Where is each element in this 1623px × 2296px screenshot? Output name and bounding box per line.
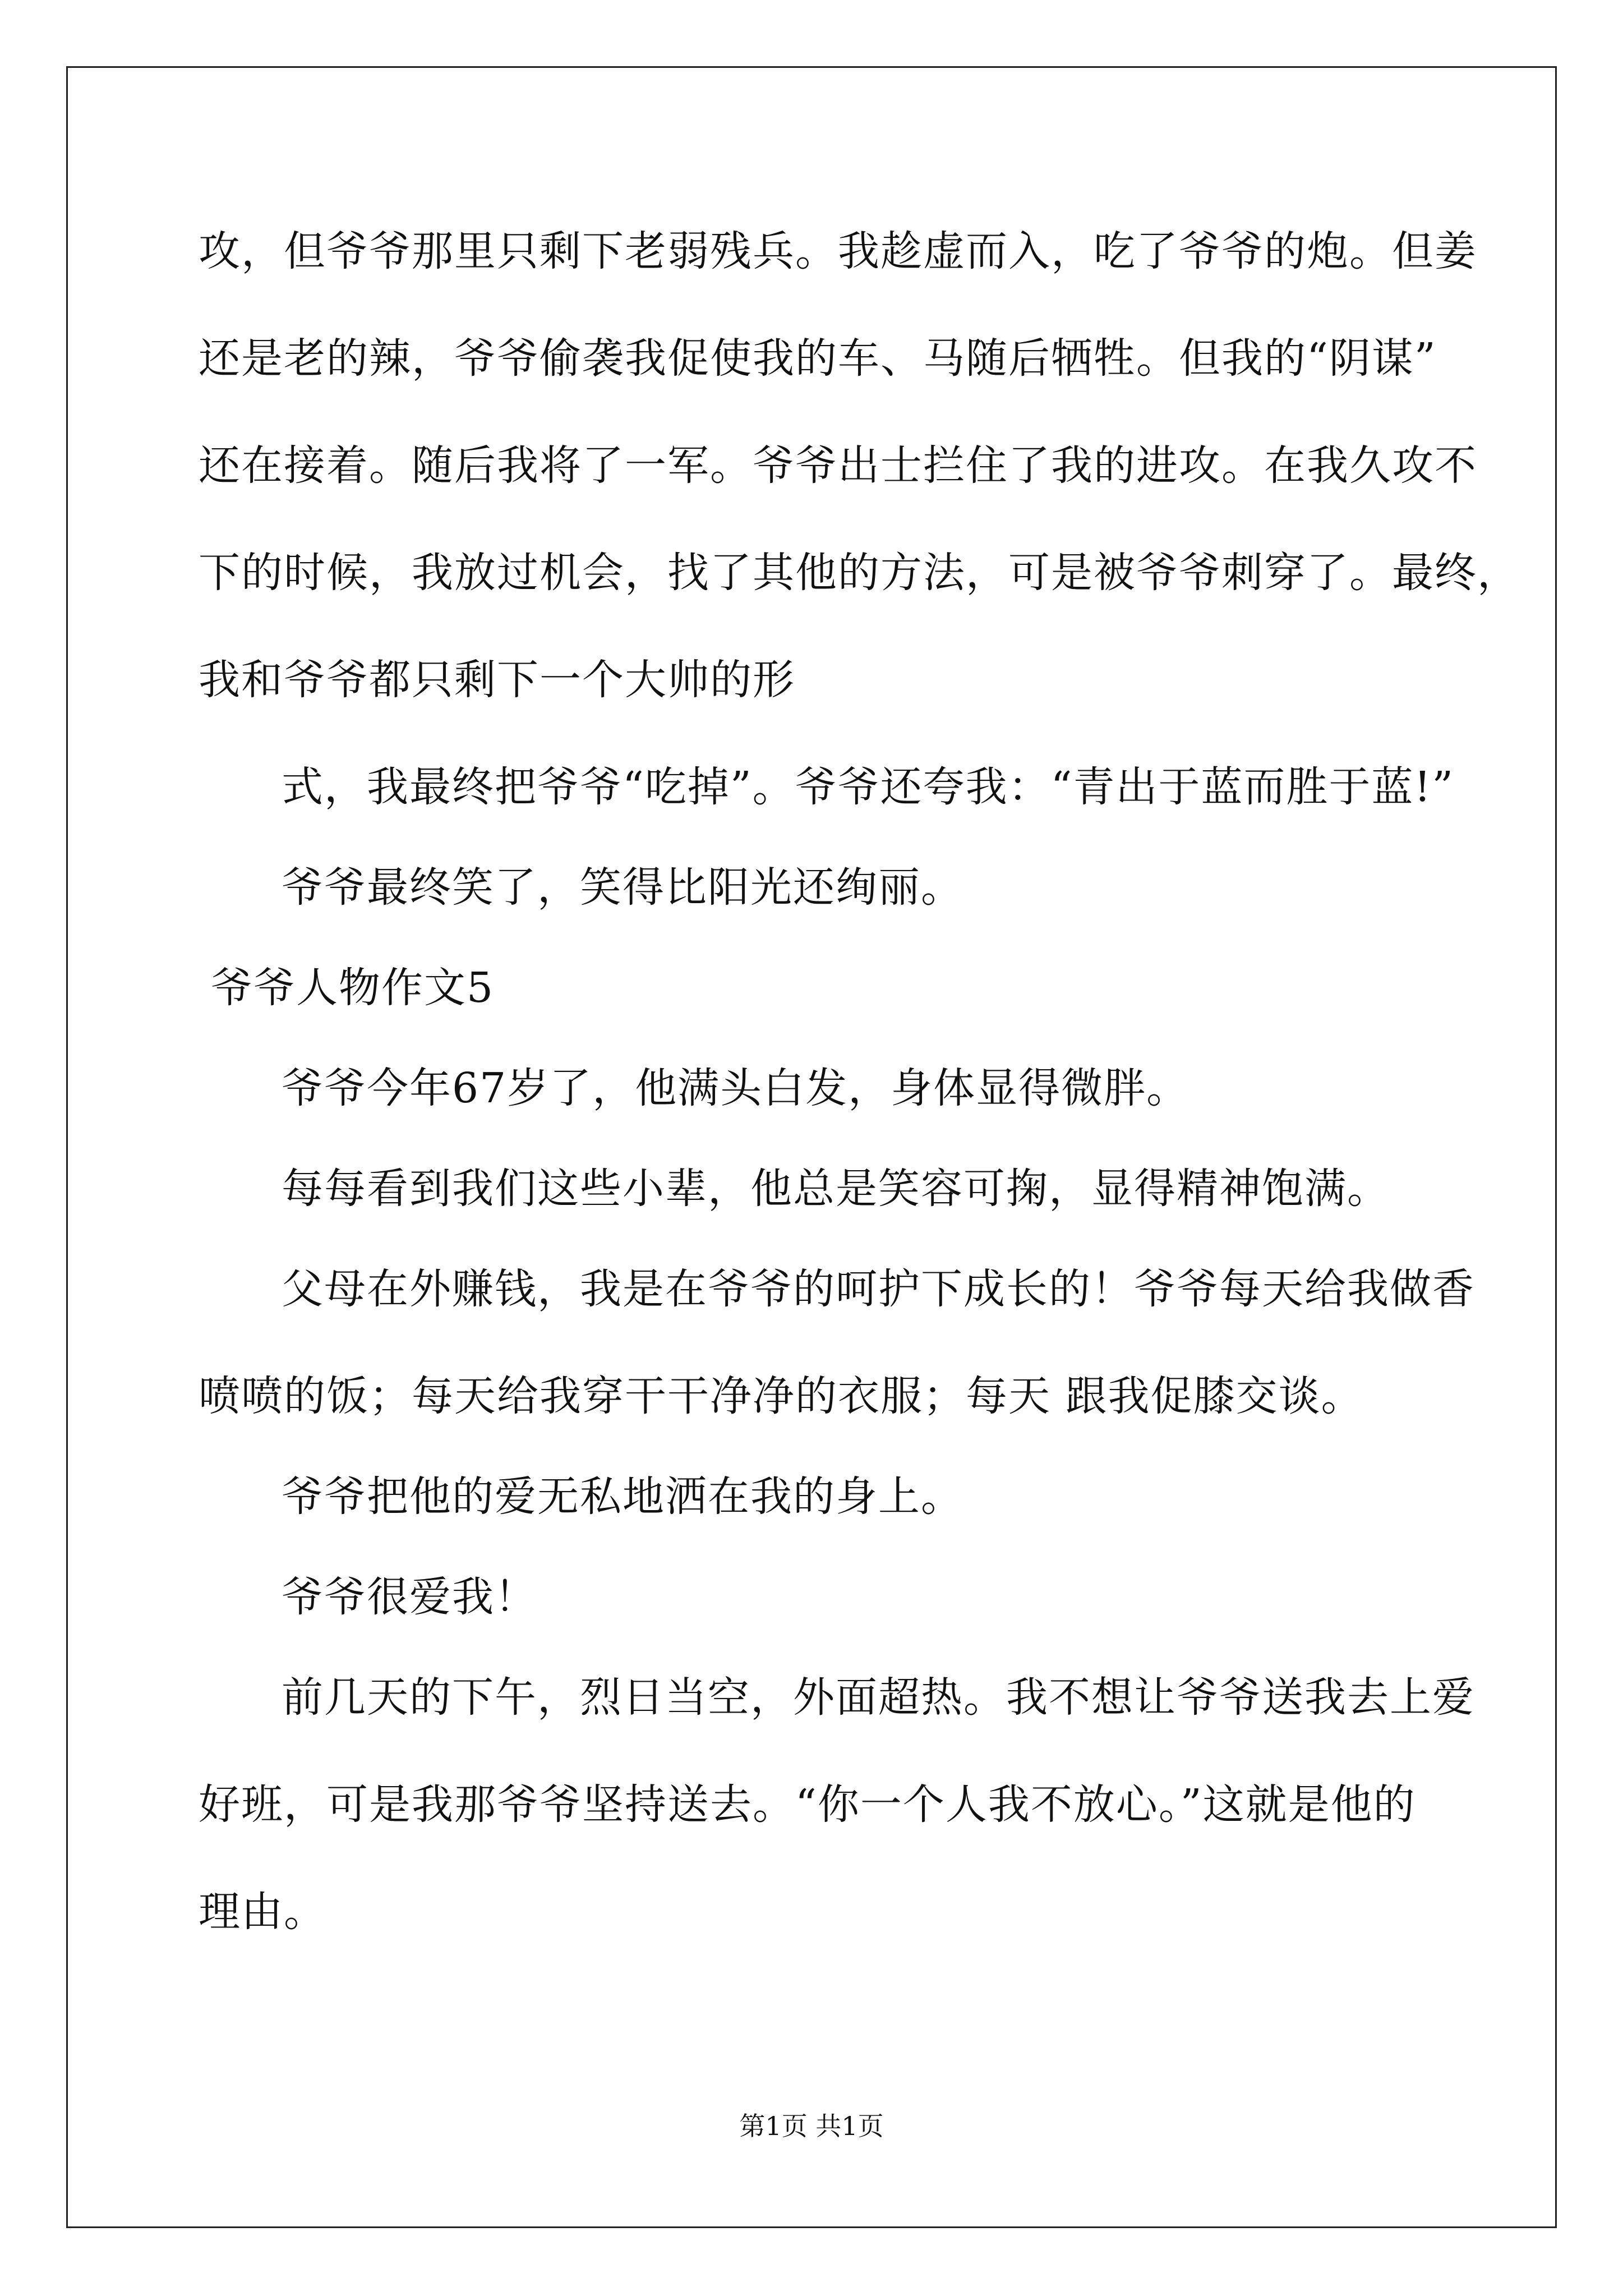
paragraph-line: 爷爷最终笑了，笑得比阳光还绚丽。 xyxy=(282,863,963,912)
paragraph-line: 式，我最终把爷爷“吃掉”。爷爷还夸我：“青出于蓝而胜于蓝!” xyxy=(282,763,1455,811)
text-line: 还是老的辣，爷爷偷袭我促使我的车、马随后牺牲。但我的“阴谋” xyxy=(199,334,1437,383)
text-line: 下的时候，我放过机会，找了其他的方法，可是被爷爷刺穿了。最终， xyxy=(199,549,1520,597)
text-line: 我和爷爷都只剩下一个大帅的形 xyxy=(199,656,795,704)
text-line: 理由。 xyxy=(199,1888,326,1936)
paragraph-line: 爷爷今年67岁了，他满头白发，身体显得微胖。 xyxy=(282,1064,1189,1112)
section-heading: 爷爷人物作文5 xyxy=(211,964,495,1012)
paragraph-line: 每每看到我们这些小辈，他总是笑容可掬，显得精神饱满。 xyxy=(282,1165,1390,1213)
text-line: 攻，但爷爷那里只剩下老弱残兵。我趁虚而入，吃了爷爷的炮。但姜 xyxy=(199,227,1477,275)
text-line: 还在接着。随后我将了一军。爷爷出士拦住了我的进攻。在我久攻不 xyxy=(199,441,1477,490)
paragraph-line: 前几天的下午，烈日当空，外面超热。我不想让爷爷送我去上爱 xyxy=(282,1673,1475,1722)
paragraph-line: 爷爷把他的爱无私地洒在我的身上。 xyxy=(282,1473,963,1521)
paragraph-line: 爷爷很爱我！ xyxy=(282,1573,537,1621)
page-number-footer: 第1页 共1页 xyxy=(739,2111,884,2141)
text-line: 喷喷的饭；每天给我穿干干净净的衣服；每天 跟我促膝交谈。 xyxy=(199,1372,1364,1420)
text-line: 好班，可是我那爷爷坚持送去。“你一个人我不放心。”这就是他的 xyxy=(199,1780,1416,1829)
paragraph-line: 父母在外赚钱，我是在爷爷的呵护下成长的！爷爷每天给我做香 xyxy=(282,1265,1475,1313)
